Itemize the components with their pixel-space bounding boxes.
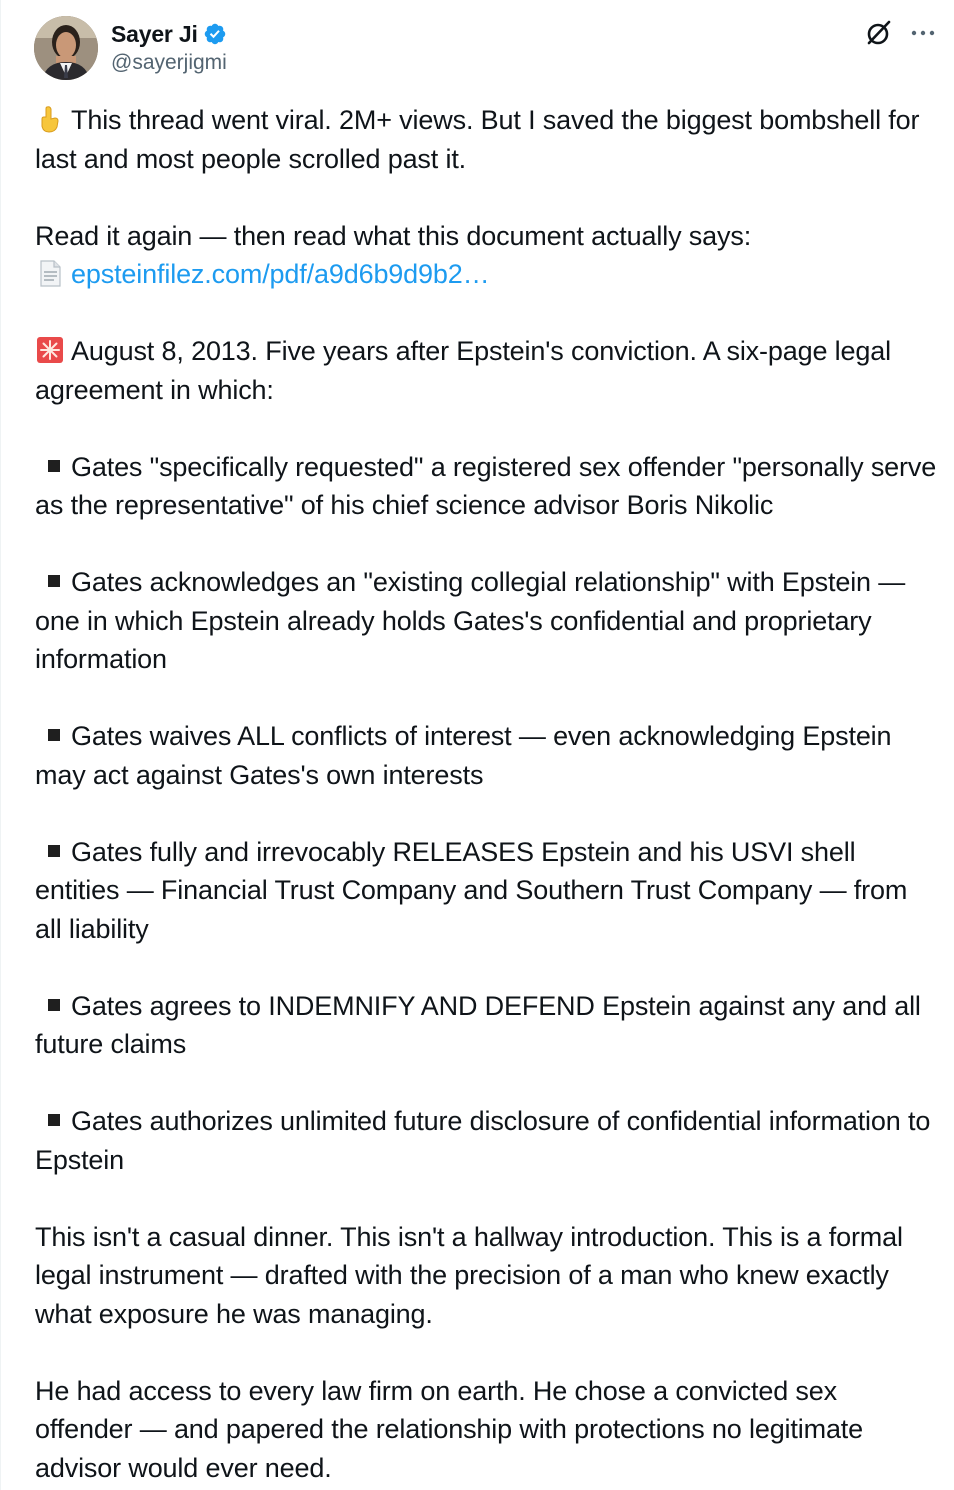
spacer (35, 294, 940, 333)
avatar[interactable] (34, 16, 98, 80)
bullet-item (35, 987, 940, 1064)
bullet-text: Gates acknowledges an "existing collegial relationship" with Epstein — one in which Epstein already holds Gates's confidential and proprietary information (35, 567, 906, 674)
bullet-item (35, 1102, 940, 1179)
conclusion-text: He had access to every law firm on earth. He chose a convicted sex offender — and papered the relationship with protections no legitimate advisor would ever need. (35, 1375, 864, 1483)
bullet-text: Gates authorizes unlimited future disclosure of confidential information to Epstein (35, 1106, 931, 1175)
tweet-paragraph-instrument (35, 1218, 940, 1334)
verified-badge-icon[interactable] (203, 22, 227, 46)
tweet-paragraph-intro (35, 101, 940, 178)
name-row (111, 19, 227, 49)
bullet-item (35, 448, 940, 525)
pointing-down-emoji (35, 104, 65, 134)
spacer (35, 794, 940, 833)
spacer (35, 409, 940, 448)
bullet-text: Gates "specifically requested" a registered sex offender "personally serve as the representative" of his chief science advisor Boris Nikolic (35, 451, 937, 520)
tweet-paragraph-conclusion (35, 1372, 940, 1488)
bullet-text: Gates waives ALL conflicts of interest — even acknowledging Epstein may act against Gates's own interests (35, 721, 892, 790)
spacer (35, 525, 940, 564)
author-handle[interactable]: @sayerjigmi (111, 51, 227, 74)
instrument-text: This isn't a casual dinner. This isn't a hallway introduction. This is a formal legal instrument — drafted with the precision of a man who knew exactly what exposure he was managing. (35, 1221, 903, 1329)
tweet-paragraph-agreement (35, 332, 940, 409)
spacer (35, 1333, 940, 1372)
intro-text: This thread went viral. 2M+ views. But I saved the biggest bombshell for last and most people scrolled past it. (35, 105, 920, 174)
bullet-square-icon (48, 1114, 60, 1126)
bullet-item (35, 833, 940, 949)
spacer (35, 679, 940, 718)
agreement-text: August 8, 2013. Five years after Epstein's conviction. A six-page legal agreement in which: (35, 336, 891, 405)
tweet-header (34, 16, 227, 80)
more-options-icon[interactable] (908, 18, 938, 48)
tweet-paragraph-read-again (35, 217, 940, 294)
grok-icon[interactable] (864, 18, 894, 48)
author-display-name[interactable]: Sayer Ji (111, 21, 198, 47)
bullet-text: Gates agrees to INDEMNIFY AND DEFEND Epstein against any and all future claims (35, 990, 921, 1059)
bullet-square-icon (48, 460, 60, 472)
spacer (35, 1064, 940, 1103)
page-document-emoji (35, 258, 65, 288)
read-again-text: Read it again — then read what this document actually says: (35, 220, 752, 251)
bullet-square-icon (48, 575, 60, 587)
bullet-item (35, 563, 940, 679)
spacer (35, 1179, 940, 1218)
tweet-body (35, 101, 940, 1487)
avatar-image (34, 16, 98, 80)
bullet-square-icon (48, 999, 60, 1011)
bullet-text: Gates fully and irrevocably RELEASES Epstein and his USVI shell entities — Financial Trust Company and Southern Trust Company — from all liability (35, 836, 908, 944)
rotating-light-emoji (35, 335, 65, 365)
bullet-square-icon (48, 845, 60, 857)
spacer (35, 178, 940, 217)
document-link[interactable]: epsteinfilez.com/pdf/a9d6b9d9b2… (71, 259, 490, 289)
bullet-square-icon (48, 729, 60, 741)
spacer (35, 948, 940, 987)
author-info (111, 16, 227, 80)
bullet-item (35, 717, 940, 794)
tweet-top-actions (864, 18, 938, 48)
